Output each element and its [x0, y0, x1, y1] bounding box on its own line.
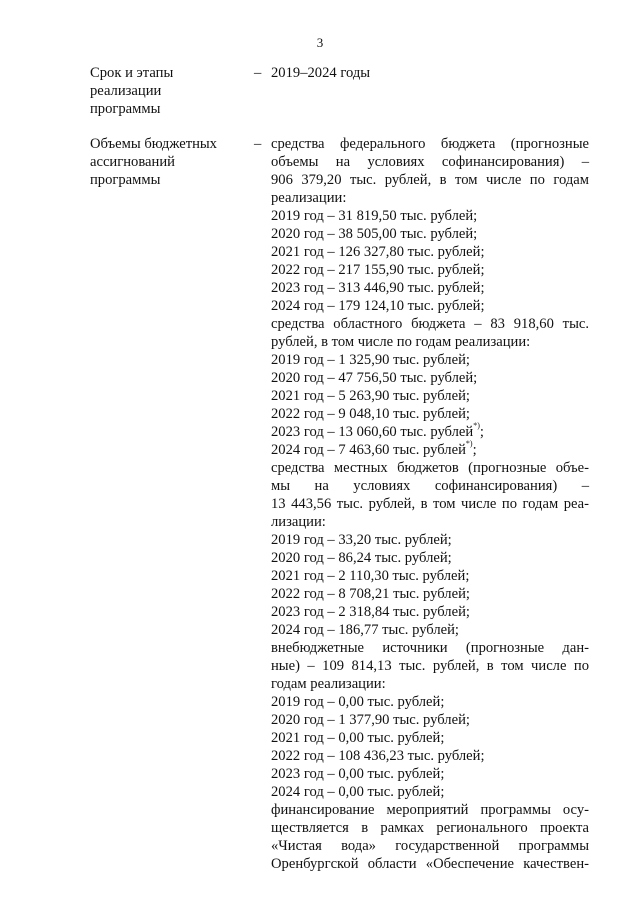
- label-line: программы: [90, 172, 161, 188]
- financing-note-line: ществляется в рамках регионального проекта: [271, 820, 589, 836]
- regional-year-line: 2020 год – 47 756,50 тыс. рублей;: [271, 370, 478, 386]
- federal-heading-line: реализации:: [271, 190, 347, 206]
- extrabudgetary-year-line: 2019 год – 0,00 тыс. рублей;: [271, 694, 445, 710]
- term-value-text: 2019–2024 годы: [271, 65, 371, 81]
- local-year-line: 2023 год – 2 318,84 тыс. рублей;: [271, 604, 470, 620]
- local-heading-line: лизации:: [271, 514, 326, 530]
- extrabudgetary-year-line: 2022 год – 108 436,23 тыс. рублей;: [271, 748, 485, 764]
- local-year-line: 2022 год – 8 708,21 тыс. рублей;: [271, 586, 470, 602]
- line-end: ;: [472, 442, 477, 458]
- regional-year-text: 2024 год – 7 463,60 тыс. рублей: [271, 442, 466, 458]
- label-line: реализации: [90, 83, 162, 99]
- extrabudgetary-heading-line: внебюджетные источники (прогнозные дан-: [271, 640, 589, 656]
- federal-year-line: 2021 год – 126 327,80 тыс. рублей;: [271, 244, 485, 260]
- federal-year-line: 2023 год – 313 446,90 тыс. рублей;: [271, 280, 485, 296]
- extrabudgetary-heading-line: ные) – 109 814,13 тыс. рублей, в том числе по: [271, 658, 589, 674]
- regional-heading-line: рублей, в том числе по годам реализации:: [271, 334, 531, 350]
- page-number: 3: [316, 35, 324, 50]
- program-term-label: [90, 64, 250, 118]
- budget-allocations-content: [271, 135, 589, 873]
- local-year-line: 2020 год – 86,24 тыс. рублей;: [271, 550, 452, 566]
- local-year-line: 2019 год – 33,20 тыс. рублей;: [271, 532, 452, 548]
- extrabudgetary-year-line: 2020 год – 1 377,90 тыс. рублей;: [271, 712, 470, 728]
- footnote-marker: *): [473, 421, 480, 430]
- financing-note-line: «Чистая вода» государственной программы: [271, 838, 589, 854]
- regional-year-line: 2019 год – 1 325,90 тыс. рублей;: [271, 352, 470, 368]
- regional-year-line-2023: [271, 423, 589, 441]
- regional-heading-line: средства областного бюджета – 83 918,60 тыс.: [271, 316, 589, 332]
- label-line: программы: [90, 101, 161, 117]
- local-year-line: 2024 год – 186,77 тыс. рублей;: [271, 622, 459, 638]
- term-dash: –: [254, 65, 262, 81]
- local-heading-line: средства местных бюджетов (прогнозные объе-: [271, 460, 589, 476]
- financing-note-line: Оренбургской области «Обеспечение качествен-: [271, 856, 589, 872]
- regional-year-line: 2021 год – 5 263,90 тыс. рублей;: [271, 388, 470, 404]
- label-line: Срок и этапы: [90, 65, 174, 81]
- local-heading-line: 13 443,56 тыс. рублей, в том числе по годам реа-: [271, 496, 589, 512]
- regional-year-line-2024: [271, 441, 589, 459]
- federal-year-line: 2019 год – 31 819,50 тыс. рублей;: [271, 208, 478, 224]
- federal-heading-line: 906 379,20 тыс. рублей, в том числе по годам: [271, 172, 589, 188]
- local-year-line: 2021 год – 2 110,30 тыс. рублей;: [271, 568, 470, 584]
- federal-heading-line: средства федерального бюджета (прогнозные: [271, 136, 589, 152]
- financing-note-line: финансирование мероприятий программы осу-: [271, 802, 589, 818]
- budget-allocations-label: [90, 135, 250, 189]
- local-heading-line: мы на условиях софинансирования) –: [271, 478, 589, 494]
- footnote-marker: *): [465, 439, 473, 448]
- line-end: ;: [479, 424, 484, 440]
- federal-heading-line: объемы на условиях софинансирования) –: [271, 154, 589, 170]
- regional-year-line: 2022 год – 9 048,10 тыс. рублей;: [271, 406, 470, 422]
- label-line: Объемы бюджетных: [90, 136, 217, 152]
- label-line: ассигнований: [90, 154, 175, 170]
- budget-dash: –: [254, 136, 262, 152]
- federal-year-line: 2024 год – 179 124,10 тыс. рублей;: [271, 298, 485, 314]
- extrabudgetary-year-line: 2024 год – 0,00 тыс. рублей;: [271, 784, 445, 800]
- regional-year-text: 2023 год – 13 060,60 тыс. рублей: [271, 424, 474, 440]
- federal-year-line: 2022 год – 217 155,90 тыс. рублей;: [271, 262, 485, 278]
- extrabudgetary-year-line: 2021 год – 0,00 тыс. рублей;: [271, 730, 445, 746]
- program-term-value: [271, 64, 589, 82]
- extrabudgetary-heading-line: годам реализации:: [271, 676, 386, 692]
- extrabudgetary-year-line: 2023 год – 0,00 тыс. рублей;: [271, 766, 445, 782]
- federal-year-line: 2020 год – 38 505,00 тыс. рублей;: [271, 226, 478, 242]
